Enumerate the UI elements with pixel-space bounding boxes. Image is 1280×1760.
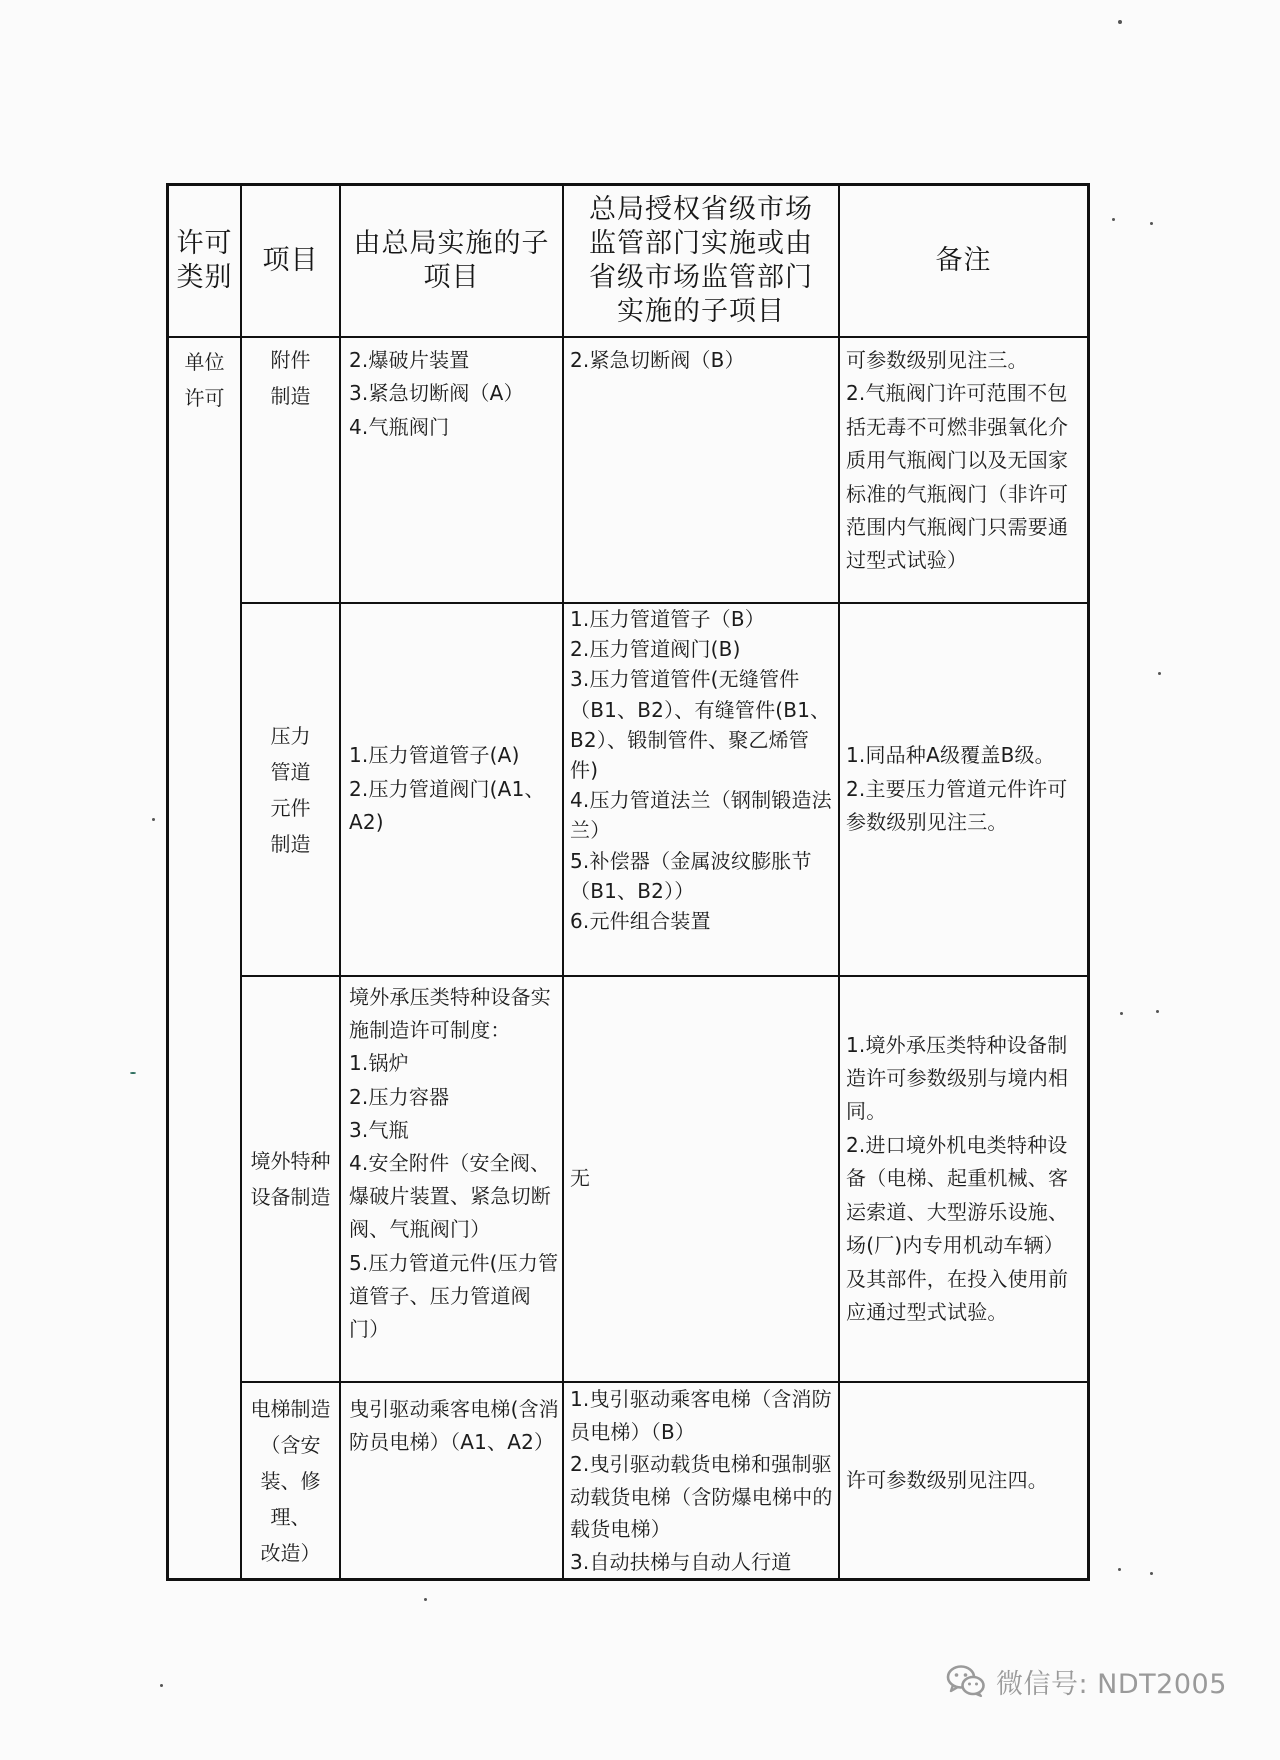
scan-speck bbox=[1156, 1010, 1159, 1013]
category-cell bbox=[169, 338, 240, 1578]
column-divider bbox=[339, 183, 341, 1581]
item-label: 附件 制造 bbox=[270, 348, 311, 408]
remarks-cell bbox=[846, 1383, 1084, 1578]
central-cell bbox=[349, 604, 559, 975]
header-provincial-text: 总局授权省级市场 监管部门实施或由 省级市场监管部门 实施的子项目 bbox=[589, 194, 813, 327]
remarks-line: 许可参数级别见注四。 bbox=[846, 1467, 1048, 1492]
watermark-label: 微信号: NDT2005 bbox=[996, 1668, 1227, 1700]
central-line: 3.气瓶 bbox=[349, 1117, 409, 1142]
provincial-line: 3.自动扶梯与自动人行道 bbox=[570, 1549, 792, 1574]
central-line: 2.爆破片装置 bbox=[349, 348, 470, 372]
header-central-text: 由总局实施的子 项目 bbox=[353, 228, 550, 293]
provincial-line: 1.压力管道管子（B） bbox=[570, 607, 766, 631]
central-line: 1.压力管道管子(A) bbox=[349, 743, 520, 768]
header-item-text: 项目 bbox=[262, 245, 319, 276]
item-cell bbox=[242, 604, 339, 975]
provincial-cell bbox=[570, 1383, 834, 1578]
header-remarks bbox=[840, 186, 1087, 336]
remarks-cell bbox=[846, 977, 1084, 1381]
provincial-line: 5.补偿器（金属波纹膨胀节（B1、B2）） bbox=[570, 848, 812, 903]
provincial-line: 2.紧急切断阀（B） bbox=[570, 348, 745, 372]
scan-speck bbox=[1158, 672, 1161, 675]
central-line: 4.安全附件（安全阀、爆破片装置、紧急切断阀、气瓶阀门） bbox=[349, 1151, 551, 1242]
central-line: 5.压力管道元件(压力管道管子、压力管道阀门） bbox=[349, 1250, 559, 1342]
central-cell bbox=[349, 981, 559, 1346]
scan-speck bbox=[152, 818, 155, 821]
provincial-line: 1.曳引驱动乘客电梯（含消防员电梯）（B） bbox=[570, 1387, 832, 1444]
central-cell bbox=[349, 344, 559, 444]
item-label: 电梯制造 （含安 装、修理、 改造） bbox=[250, 1396, 331, 1565]
provincial-line: 3.压力管道管件(无缝管件（B1、B2）、有缝管件(B1、B2）、锻制管件、聚乙烯管件) bbox=[570, 667, 831, 783]
central-line: 1.锅炉 bbox=[349, 1051, 409, 1076]
scan-speck bbox=[160, 1684, 163, 1687]
central-line: 3.紧急切断阀（A） bbox=[349, 381, 524, 406]
table-border bbox=[1087, 183, 1090, 1581]
category-label: 单位 许可 bbox=[184, 350, 225, 410]
header-remarks-text: 备注 bbox=[935, 245, 992, 276]
header-category bbox=[169, 186, 240, 336]
item-cell bbox=[242, 977, 339, 1381]
scan-speck bbox=[1118, 1568, 1121, 1571]
provincial-line: 2.曳引驱动载货电梯和强制驱动载货电梯（含防爆电梯中的载货电梯） bbox=[570, 1452, 833, 1541]
header-central bbox=[341, 186, 562, 336]
permit-table bbox=[166, 183, 1090, 1581]
provincial-line: 无 bbox=[570, 1166, 591, 1191]
item-label: 压力 管道 元件 制造 bbox=[270, 723, 311, 856]
provincial-cell bbox=[570, 344, 834, 377]
scan-speck bbox=[424, 1598, 427, 1601]
table-border bbox=[166, 1578, 1090, 1581]
provincial-cell bbox=[570, 977, 834, 1381]
central-line: 境外承压类特种设备实施制造许可制度： bbox=[349, 985, 551, 1043]
central-line: 曳引驱动乘客电梯(含消防员电梯）（A1、A2） bbox=[349, 1397, 560, 1455]
header-item bbox=[242, 186, 339, 336]
provincial-line: 2.压力管道阀门(B) bbox=[570, 637, 741, 662]
central-line: 2.压力管道阀门(A1、A2) bbox=[349, 776, 545, 835]
wechat-watermark bbox=[946, 1663, 1227, 1699]
provincial-line: 6.元件组合装置 bbox=[570, 909, 711, 934]
scan-speck bbox=[1120, 1012, 1123, 1015]
column-divider bbox=[838, 183, 840, 1581]
column-divider bbox=[562, 183, 564, 1581]
item-cell bbox=[242, 338, 339, 406]
scan-speck bbox=[1150, 222, 1153, 225]
scan-speck bbox=[1150, 1572, 1153, 1575]
central-line: 4.气瓶阀门 bbox=[349, 414, 450, 439]
remarks-line: 2.进口境外机电类特种设备（电梯、起重机械、客运索道、大型游乐设施、场(厂)内专用机动车辆）及其部件，在投入使用前应通过型式试验。 bbox=[846, 1132, 1069, 1324]
item-label: 境外特种 设备制造 bbox=[250, 1149, 331, 1209]
remarks-line: 2.气瓶阀门许可范围不包括无毒不可燃非强氧化介质用气瓶阀门以及无国家标准的气瓶阀门（非许可范围内气瓶阀门只需要通过型式试验） bbox=[846, 381, 1069, 573]
central-line: 2.压力容器 bbox=[349, 1084, 450, 1109]
scan-speck bbox=[1118, 20, 1122, 24]
remarks-line: 1.境外承压类特种设备制造许可参数级别与境内相同。 bbox=[846, 1032, 1069, 1124]
scan-speck bbox=[1112, 218, 1115, 221]
remarks-cell bbox=[846, 604, 1084, 975]
scan-speck bbox=[130, 1072, 136, 1074]
wechat-logo-icon bbox=[946, 1664, 986, 1698]
remarks-cell bbox=[846, 344, 1084, 578]
remarks-line: 1.同品种A级覆盖B级。 bbox=[846, 743, 1055, 768]
provincial-cell bbox=[570, 604, 834, 936]
header-provincial bbox=[564, 186, 838, 336]
provincial-line: 4.压力管道法兰（钢制锻造法兰） bbox=[570, 788, 832, 843]
remarks-line: 可参数级别见注三。 bbox=[846, 348, 1028, 372]
item-cell bbox=[242, 1383, 339, 1578]
remarks-line: 2.主要压力管道元件许可参数级别见注三。 bbox=[846, 776, 1068, 835]
header-category-text: 许可 类别 bbox=[176, 228, 233, 293]
central-cell bbox=[349, 1393, 559, 1460]
